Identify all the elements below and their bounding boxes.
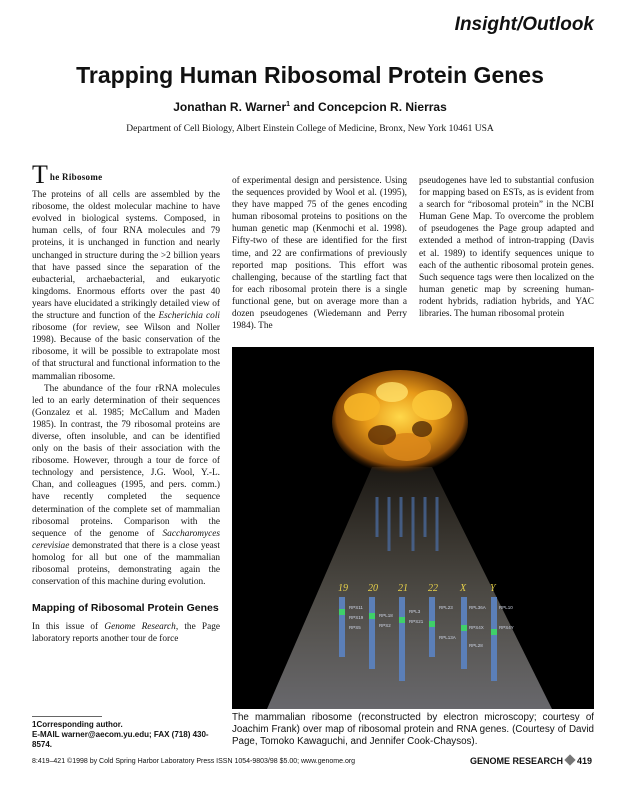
- gene-label: RPL23: [439, 605, 453, 610]
- chromosome-label: 20: [368, 583, 378, 594]
- chromosome-bar: [399, 597, 405, 681]
- figure-graphic: [232, 347, 594, 709]
- footnote-contact: E-MAIL warner@aecom.yu.edu; FAX (718) 430-8574.: [32, 730, 209, 749]
- paragraph: The abundance of the four rRNA molecules led to an early determination of their sequences (Gonzalez et al. 1985; McCallum and Maden 1985). In contrast, the 79 ribosomal proteins are diverse, often insoluble, and can be identified only on the basis of their association with the ribosome. However, through a tour de force of technology and persistence, J.G. Wool, Y.-L. Chan, and colleagues (1995, and pers. comm.) have recently completed the sequence determination of the complete set of mammalian ribosomal proteins. Comparison with the sequence of the genome of Saccharomyces cerevisiae demonstrated that there is a close yeast homolog for all but one of the mammalian ribosomal proteins, demonstrating again the conservation of this machine during evolution.: [32, 383, 220, 588]
- chromosome-bar: [369, 597, 375, 669]
- text-column-2: [232, 175, 407, 332]
- gene-band: [399, 617, 405, 623]
- paragraph: of experimental design and persistence. Using the sequences provided by Wool et al. (1995), they have mapped 75 of the genes encoding human ribosomal proteins to positions on the human genetic map (Kenmochi et al. 1998). Fifty-two of these are identified for the first time, and 22 are confirmations of previously reported map positions. This effort was challenging, because of the startling fact that for each ribosomal protein there is a single functional gene, but on average more than a dozen pseudogenes (Wiedemann and Perry 1984). The: [232, 176, 407, 332]
- chromosome-label: X: [460, 583, 467, 594]
- footnote-corresponding: 1Corresponding author.: [32, 720, 123, 729]
- gene-label: RPS19: [349, 615, 364, 620]
- gene-label: RPS21: [409, 619, 424, 624]
- gene-band: [461, 625, 467, 631]
- author-footnote-mark: 1: [286, 101, 291, 108]
- gene-label: RPL10: [499, 605, 513, 610]
- ribosome-structure: [332, 370, 468, 474]
- gene-label: RPS5: [349, 625, 361, 630]
- drop-cap: T: [32, 160, 48, 189]
- footnote-rule: [32, 716, 102, 717]
- gene-band: [339, 609, 345, 615]
- gene-label: RPS2: [379, 623, 391, 628]
- gene-label: RPL13A: [439, 635, 456, 640]
- footer-journal: [470, 756, 592, 766]
- journal-name: GENOME RESEARCH: [469, 756, 563, 766]
- text-column-1: [32, 160, 220, 645]
- light-beam: [267, 467, 552, 709]
- gene-label: RPS4X: [469, 625, 484, 630]
- section-heading-ribosome: he Ribosome: [49, 172, 103, 182]
- chromosome-label: 22: [428, 583, 438, 594]
- gene-label: RPL28: [469, 643, 483, 648]
- paragraph: In this issue of Genome Research, the Page laboratory reports another tour de force: [32, 622, 220, 645]
- figure-caption: The mammalian ribosome (reconstructed by electron microscopy; courtesy of Joachim Frank) over map of ribosomal protein and RNA genes. (Courtesy of David Page, Tomoko Kawaguchi, and Jennifer Cook-Chaysos).: [232, 712, 594, 747]
- page-number: 419: [576, 756, 592, 766]
- distant-chromosome-bar: [436, 497, 439, 551]
- gene-label: RPL18: [379, 613, 393, 618]
- distant-chromosome-bar: [424, 497, 427, 537]
- paragraph: pseudogenes have led to substantial confusion for mapping based on ESTs, as is evident from a search for “ribosomal protein” in the NCBI Human Gene Map. To overcome the problem of pseudogenes the Page group adapted and extended a method of intron-trapping (Davis et al. 1989) to identify sequences unique to each of the authentic ribosomal protein genes. Such sequence tags were then localized on the human genetic map by screening human-rodent hybrids, radiation hybrids, and YAC libraries. The human ribosomal protein: [419, 176, 594, 320]
- ribosome-figure: [232, 347, 594, 709]
- distant-chromosome-bar: [388, 497, 391, 551]
- author-secondary: and Concepcion R. Nierras: [290, 100, 447, 114]
- chromosome-bar: [491, 597, 497, 681]
- gene-label: RPS11: [349, 605, 363, 610]
- section-heading-mapping: Mapping of Ribosomal Protein Genes: [32, 602, 219, 615]
- author-primary: Jonathan R. Warner: [173, 100, 287, 114]
- distant-chromosome-bar: [376, 497, 379, 537]
- footer-citation: 8:419–421 ©1998 by Cold Spring Harbor Laboratory Press ISSN 1054-9803/98 $5.00; www.genome.org: [32, 758, 356, 765]
- chromosome-bar: [461, 597, 467, 669]
- footnote: [32, 716, 222, 750]
- distant-chromosome-bar: [400, 497, 403, 537]
- chromosome-label: 19: [338, 583, 348, 594]
- affiliation: Department of Cell Biology, Albert Einstein College of Medicine, Bronx, New York 10461 USA: [126, 124, 494, 134]
- chromosome-label: Y: [490, 583, 496, 594]
- authors: [0, 100, 620, 114]
- gene-label: RPS4Y: [499, 625, 514, 630]
- distant-chromosome-bar: [412, 497, 415, 551]
- article-title: Trapping Human Ribosomal Protein Genes: [76, 62, 544, 88]
- chromosome-label: 21: [398, 583, 408, 594]
- journal-logo-icon: [564, 754, 575, 765]
- gene-label: RPL36A: [469, 605, 486, 610]
- gene-band: [491, 629, 497, 635]
- section-label: Insight/Outlook: [454, 14, 594, 35]
- gene-band: [429, 621, 435, 627]
- gene-band: [369, 613, 375, 619]
- chromosome-bar: [339, 597, 345, 657]
- gene-label: RPL3: [409, 609, 421, 614]
- text-column-3: [419, 175, 594, 320]
- paragraph: The proteins of all cells are assembled by the ribosome, the oldest molecular machine to have evolved in biological systems. Composed, in human cells, of four RNA molecules and 79 proteins, it is unchanged in function and nearly unchanged in structure during the >2 billion years that have passed since the separation of the eubacterial, archaebacterial, and eukaryotic kingdoms. Enormous efforts over the past 40 years have elucidated a strikingly detailed view of the structure and function of the Escherichia coli ribosome (for review, see Wilson and Noller 1998). Because of the basic conservation of the ribosome, it will be possible to extrapolate most of that structural and functional information to the mammalian ribosome.: [32, 190, 220, 382]
